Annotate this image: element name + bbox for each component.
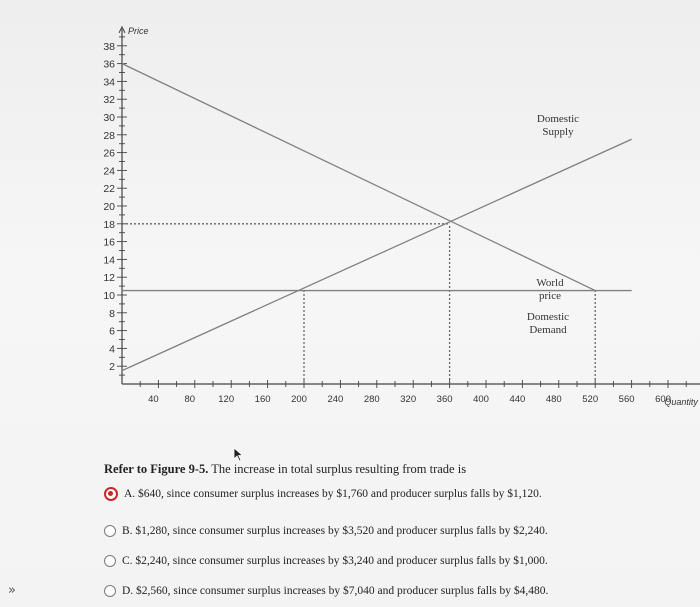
option-a[interactable] [104, 487, 542, 501]
mouse-cursor-icon [233, 447, 245, 463]
y-tick-label: 6 [109, 325, 115, 338]
question-body: The increase in total surplus resulting from trade is [208, 462, 467, 476]
option-a-radio[interactable] [104, 487, 118, 501]
y-tick-label: 34 [103, 76, 115, 89]
world-price-label: World [536, 277, 564, 289]
y-tick-label: 22 [103, 183, 115, 196]
y-tick-label: 14 [103, 254, 115, 267]
demand-curve [122, 64, 595, 291]
y-tick-label: 4 [109, 343, 115, 356]
x-tick-label: 320 [400, 394, 417, 405]
option-d-radio[interactable] [104, 585, 116, 597]
y-tick-label: 24 [103, 165, 115, 178]
x-tick-label: 560 [618, 394, 635, 405]
option-d-label: D. $2,560, since consumer surplus increases by $7,040 and producer surplus falls by $4,480. [122, 585, 549, 597]
domestic-demand-label: Domestic [526, 311, 570, 323]
x-tick-label: 40 [148, 394, 159, 405]
y-tick-label: 8 [109, 307, 115, 320]
y-tick-label: 12 [103, 272, 115, 285]
world-price-label: price [539, 290, 561, 302]
domestic-demand-label: Demand [529, 324, 567, 336]
y-tick-label: 28 [103, 129, 115, 142]
y-tick-label: 30 [103, 112, 115, 124]
x-tick-label: 600 [655, 394, 671, 405]
y-axis-title: Price [128, 25, 149, 36]
x-tick-label: 120 [218, 394, 235, 405]
option-b[interactable] [104, 525, 548, 537]
x-tick-label: 520 [582, 394, 599, 405]
x-tick-label: 360 [436, 394, 453, 405]
next-arrow-icon[interactable]: » [8, 583, 16, 598]
x-tick-label: 280 [363, 394, 380, 405]
option-b-label: B. $1,280, since consumer surplus increases by $3,520 and producer surplus falls by $2,240. [122, 525, 548, 537]
option-c[interactable] [104, 555, 548, 567]
x-tick-label: 480 [545, 394, 562, 405]
question-text [104, 462, 466, 477]
x-axis-title: Quantity [664, 397, 698, 407]
x-tick-label: 160 [254, 394, 271, 405]
y-tick-label: 18 [103, 218, 115, 231]
x-tick-label: 200 [291, 394, 307, 405]
y-tick-label: 32 [103, 94, 115, 107]
domestic-supply-label: Domestic [536, 113, 580, 125]
y-tick-label: 20 [103, 201, 115, 213]
y-tick-label: 2 [109, 361, 115, 374]
question-lead: Refer to Figure 9-5. [104, 462, 209, 476]
option-c-label: C. $2,240, since consumer surplus increases by $3,240 and producer surplus falls by $1,000. [122, 555, 548, 567]
x-tick-label: 240 [327, 394, 344, 405]
domestic-supply-label: Supply [542, 126, 574, 138]
y-tick-label: 36 [103, 58, 115, 71]
y-tick-label: 38 [103, 40, 115, 53]
x-tick-label: 80 [184, 394, 196, 405]
y-tick-label: 10 [103, 290, 115, 302]
y-tick-label: 16 [103, 236, 115, 249]
x-tick-label: 440 [509, 394, 526, 405]
y-tick-label: 26 [103, 147, 115, 160]
option-b-radio[interactable] [104, 525, 116, 537]
x-tick-label: 400 [473, 394, 489, 405]
option-c-radio[interactable] [104, 555, 116, 567]
option-a-label: A. $640, since consumer surplus increases by $1,760 and producer surplus falls by $1,120. [124, 488, 542, 500]
option-d[interactable] [104, 585, 548, 597]
